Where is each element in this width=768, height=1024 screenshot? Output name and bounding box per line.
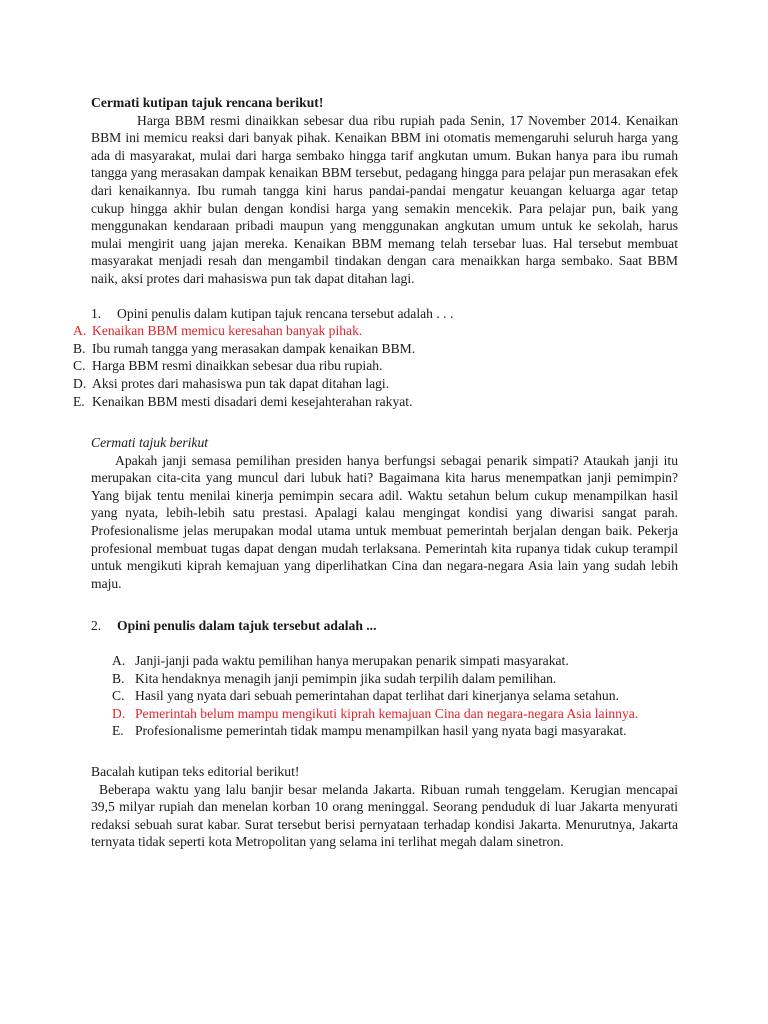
option-text: Profesionalisme pemerintah tidak mampu menampilkan hasil yang nyata bagi masyarakat. bbox=[135, 723, 627, 739]
option-letter: E. bbox=[73, 393, 85, 409]
question2-option-c[interactable] bbox=[91, 687, 678, 705]
option-text: Harga BBM resmi dinaikkan sebesar dua ribu rupiah. bbox=[92, 358, 383, 374]
document-page bbox=[73, 94, 678, 851]
option-letter: B. bbox=[112, 670, 125, 686]
question2-text: Opini penulis dalam tajuk tersebut adalah ... bbox=[117, 618, 377, 634]
question1-option-a[interactable] bbox=[73, 322, 678, 340]
option-letter: D. bbox=[73, 375, 87, 391]
section1-paragraph: Harga BBM resmi dinaikkan sebesar dua ribu rupiah pada Senin, 17 November 2014. Kenaikan BBM ini memicu reaksi dari banyak pihak. Kenaikan BBM ini otomatis memengaruhi seluruh harga yang ada di masyarakat, mulai dari harga sembako hingga tarif angkutan umum. Bukan hanya para ibu rumah tangga yang merasakan dampak kenaikan BBM tersebut, pedagang hingga para pelajar pun merasakan efek dari kenaikannya. Ibu rumah tangga kini harus pandai-pandai mengatur keuangan keluarga agar tetap cukup hingga akhir bulan dengan kondisi harga yang semakin mencekik. Para pelajar pun, baik yang menggunakan kendaraan pribadi maupun yang menggunakan angkutan umum untuk ke sekolah, harus mulai mengirit uang jajan mereka. Kenaikan BBM memang telah tersebar luas. Hal tersebut membuat masyarakat menjadi resah dan mengambil tindakan dengan cara menaikkan harga sembako. Saat BBM naik, aksi protes dari mahasiswa pun tak dapat ditahan lagi. bbox=[91, 112, 678, 286]
section3-paragraph: Beberapa waktu yang lalu banjir besar melanda Jakarta. Ribuan rumah tenggelam. Kerugian mencapai 39,5 milyar rupiah dan menelan korban 10 orang meninggal. Seorang penduduk di luar Jakarta menyurati redaksi sebuah surat kabar. Surat tersebut berisi pernyataan terhadap kondisi Jakarta. Menurutnya, Jakarta ternyata tidak seperti kota Metropolitan yang selama ini terlihat megah dalam sinetron. bbox=[91, 781, 678, 850]
question2 bbox=[91, 617, 678, 635]
option-text: Aksi protes dari mahasiswa pun tak dapat ditahan lagi. bbox=[92, 375, 390, 391]
option-text: Kenaikan BBM memicu keresahan banyak pihak. bbox=[92, 323, 363, 339]
section2-paragraph: Apakah janji semasa pemilihan presiden hanya berfungsi sebagai penarik simpati? Ataukah janji itu merupakan cita-cita yang muncul dari lubuk hati? Bagaimana kita harus menempatkan janji pemimpin? Yang bijak tentu menilai kinerja pemimpin secara adil. Waktu setahun belum cukup menampilkan hasil yang nyata, lebih-lebih satu prestasi. Apalagi kalau mengingat kondisi yang diwarisi sangat parah. Profesionalisme jelas merupakan modal utama untuk membuat pemerintah berjalan dengan baik. Pekerja profesional membuat tugas dapat dengan mudah terlaksana. Pemerintah kita rupanya tidak cukup terampil untuk mengikuti kiprah kemajuan yang diperlihatkan Cina dan negara-negara Asia lain yang sudah lebih maju. bbox=[91, 452, 678, 591]
option-letter: C. bbox=[112, 688, 125, 704]
option-letter: C. bbox=[73, 358, 86, 374]
option-text: Ibu rumah tangga yang merasakan dampak kenaikan BBM. bbox=[92, 340, 416, 356]
question1-option-e[interactable] bbox=[73, 393, 678, 411]
option-text: Hasil yang nyata dari sebuah pemerintahan dapat terlihat dari kinerjanya selama setahun. bbox=[135, 688, 619, 704]
option-text: Kita hendaknya menagih janji pemimpin jika sudah terpilih dalam pemilihan. bbox=[135, 670, 557, 686]
question2-number: 2. bbox=[91, 618, 102, 634]
option-letter: D. bbox=[112, 705, 126, 721]
question1-options bbox=[73, 322, 678, 410]
question1-option-d[interactable] bbox=[73, 375, 678, 393]
option-text: Pemerintah belum mampu mengikuti kiprah kemajuan Cina dan negara-negara Asia lainnya. bbox=[135, 705, 639, 721]
section1-heading: Cermati kutipan tajuk rencana berikut! bbox=[91, 95, 324, 110]
option-letter: A. bbox=[112, 653, 126, 669]
question2-option-d[interactable] bbox=[91, 705, 678, 723]
section3-heading: Bacalah kutipan teks editorial berikut! bbox=[91, 764, 300, 779]
option-text: Kenaikan BBM mesti disadari demi kesejahterahan rakyat. bbox=[92, 393, 413, 409]
section2-heading: Cermati tajuk berikut bbox=[91, 435, 209, 451]
option-letter: A. bbox=[73, 323, 87, 339]
question2-option-b[interactable] bbox=[91, 670, 678, 688]
question1 bbox=[91, 305, 678, 323]
question2-option-a[interactable] bbox=[91, 652, 678, 670]
option-letter: E. bbox=[112, 723, 124, 739]
option-letter: B. bbox=[73, 340, 86, 356]
question2-option-e[interactable] bbox=[91, 722, 678, 740]
option-text: Janji-janji pada waktu pemilihan hanya merupakan penarik simpati masyarakat. bbox=[135, 653, 569, 669]
question1-option-c[interactable] bbox=[73, 357, 678, 375]
question1-number: 1. bbox=[91, 305, 102, 321]
question1-option-b[interactable] bbox=[73, 340, 678, 358]
question2-options bbox=[91, 652, 678, 740]
question1-text: Opini penulis dalam kutipan tajuk rencana tersebut adalah . . . bbox=[117, 305, 454, 321]
